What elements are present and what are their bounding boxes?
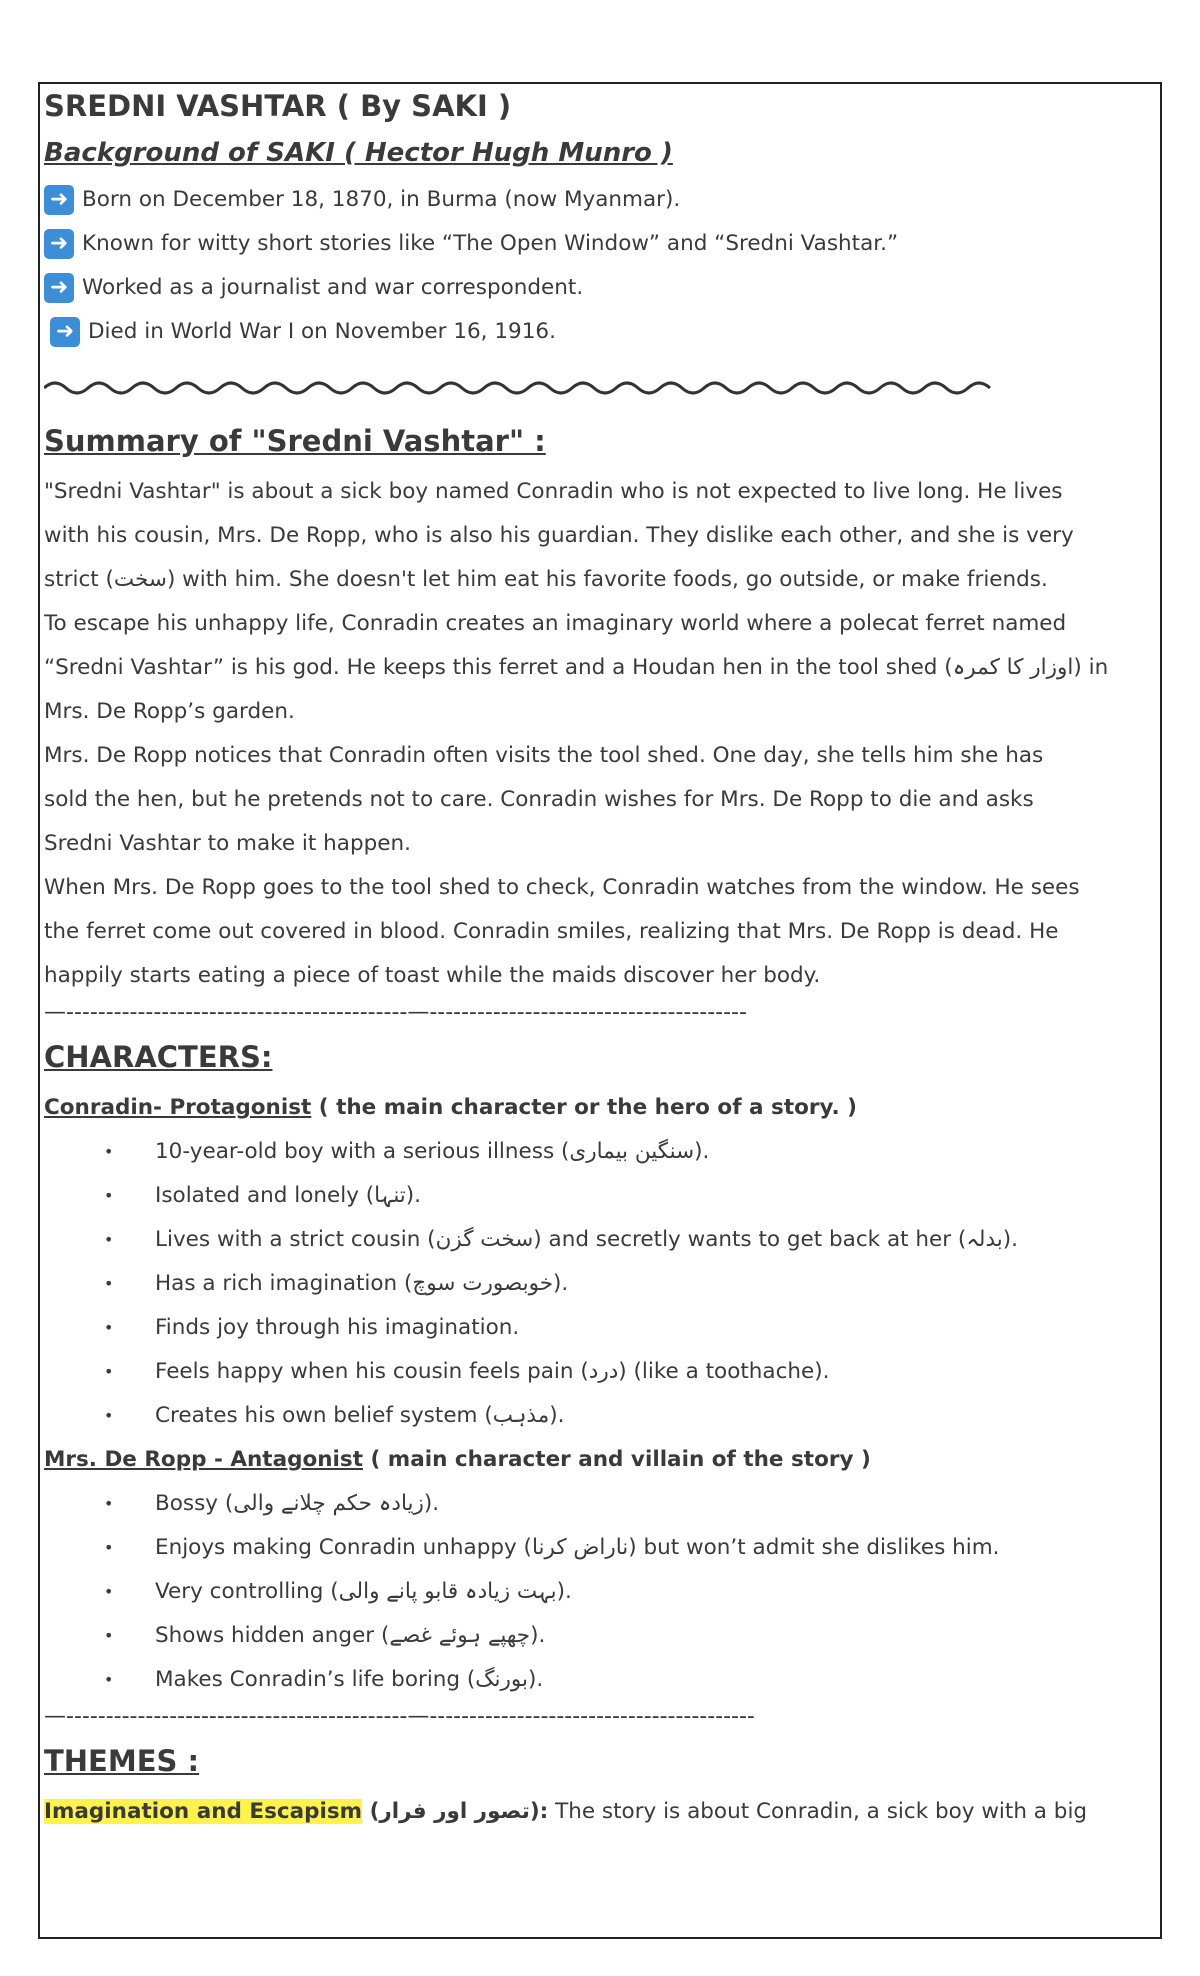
deropp-desc: ( main character and villain of the story ) [363, 1447, 871, 1472]
theme-text: The story is about Conradin, a sick boy with a big [548, 1799, 1088, 1824]
summary-line: Mrs. De Ropp notices that Conradin often visits the tool shed. One day, she tells him she has [44, 743, 1044, 768]
summary-text [44, 470, 1156, 998]
bullet-icon: • [104, 1362, 114, 1381]
right-arrow-icon: ➜ [44, 185, 74, 215]
summary-line: the ferret come out covered in blood. Conradin smiles, realizing that Mrs. De Ropp is dead. He [44, 919, 1059, 944]
bio-item: ➜ Known for witty short stories like “The Open Window” and “Sredni Vashtar.” [44, 222, 1156, 266]
list-item: • Bossy (زیادہ حکم چلانے والی). [44, 1482, 1156, 1526]
theme-label: Imagination and Escapism [44, 1799, 363, 1824]
summary-line: Sredni Vashtar to make it happen. [44, 831, 411, 856]
right-arrow-icon: ➜ [44, 229, 74, 259]
deropp-name: Mrs. De Ropp - Antagonist [44, 1447, 364, 1472]
bullet-icon: • [104, 1626, 114, 1645]
bullet-icon: • [104, 1274, 114, 1293]
wavy-divider [44, 364, 994, 404]
bullet-icon: • [104, 1494, 114, 1513]
summary-line: strict (سخت) with him. She doesn't let him eat his favorite foods, go outside, or make friends. [44, 567, 1048, 592]
list-item: • Lives with a strict cousin (سخت گزن) and secretly wants to get back at her (بدلہ). [44, 1218, 1156, 1262]
theme-imagination [44, 1790, 1156, 1834]
bio-item: ➜ Worked as a journalist and war correspondent. [44, 266, 1156, 310]
bullet-icon: • [104, 1186, 114, 1205]
right-arrow-icon: ➜ [44, 273, 74, 303]
bio-list [44, 178, 1156, 354]
summary-line: sold the hen, but he pretends not to care. Conradin wishes for Mrs. De Ropp to die and asks [44, 787, 1034, 812]
conradin-desc: ( the main character or the hero of a story. ) [311, 1095, 857, 1120]
summary-line: To escape his unhappy life, Conradin creates an imaginary world where a polecat ferret named [44, 611, 1067, 636]
list-item: • 10-year-old boy with a serious illness (سنگین بیماری). [44, 1130, 1156, 1174]
summary-line: "Sredni Vashtar" is about a sick boy named Conradin who is not expected to live long. He lives [44, 479, 1063, 504]
summary-line: with his cousin, Mrs. De Ropp, who is also his guardian. They dislike each other, and she is very [44, 523, 1074, 548]
bullet-icon: • [104, 1538, 114, 1557]
list-item: • Feels happy when his cousin feels pain (درد) (like a toothache). [44, 1350, 1156, 1394]
conradin-name: Conradin- Protagonist [44, 1095, 312, 1120]
list-item: • Makes Conradin’s life boring (بورنگ). [44, 1658, 1156, 1702]
list-item: • Enjoys making Conradin unhappy (ناراض کرنا) but won’t admit she dislikes him. [44, 1526, 1156, 1570]
theme-urdu: (تصور اور فرار): [362, 1799, 549, 1824]
summary-line: “Sredni Vashtar” is his god. He keeps this ferret and a Houdan hen in the tool shed (اوزار کا کمرہ) in [44, 655, 1109, 680]
bio-item: ➜ Born on December 18, 1870, in Burma (now Myanmar). [44, 178, 1156, 222]
bio-item: ➜ Died in World War I on November 16, 1916. [44, 310, 1156, 354]
right-arrow-icon: ➜ [50, 317, 80, 347]
characters-heading: CHARACTERS: [44, 1040, 273, 1074]
bullet-icon: • [104, 1670, 114, 1689]
dashed-divider: —-------------------------------------------—---------------------------------------- [44, 1000, 747, 1025]
bullet-icon: • [104, 1582, 114, 1601]
conradin-heading [44, 1086, 1156, 1130]
themes-heading: THEMES : [44, 1744, 200, 1778]
deropp-heading [44, 1438, 1156, 1482]
page-title: SREDNI VASHTAR ( By SAKI ) [44, 89, 512, 123]
bullet-icon: • [104, 1142, 114, 1161]
summary-line: Mrs. De Ropp’s garden. [44, 699, 295, 724]
list-item: • Very controlling (بہت زیادہ قابو پانے والی). [44, 1570, 1156, 1614]
bullet-icon: • [104, 1230, 114, 1249]
list-item: • Finds joy through his imagination. [44, 1306, 1156, 1350]
summary-heading: Summary of "Sredni Vashtar" : [44, 424, 546, 458]
background-heading: Background of SAKI ( Hector Hugh Munro ) [44, 138, 673, 168]
list-item: • Shows hidden anger (چھپے ہوئے غصے). [44, 1614, 1156, 1658]
bullet-icon: • [104, 1406, 114, 1425]
list-item: • Isolated and lonely (تنہا). [44, 1174, 1156, 1218]
dashed-divider: —-------------------------------------------—----------------------------------------- [44, 1704, 755, 1729]
deropp-traits [44, 1482, 1156, 1702]
summary-line: When Mrs. De Ropp goes to the tool shed to check, Conradin watches from the window. He sees [44, 875, 1080, 900]
summary-line: happily starts eating a piece of toast while the maids discover her body. [44, 963, 821, 988]
document-content [44, 84, 1156, 1834]
list-item: • Creates his own belief system (مذہب). [44, 1394, 1156, 1438]
conradin-traits [44, 1130, 1156, 1438]
list-item: • Has a rich imagination (خوبصورت سوچ). [44, 1262, 1156, 1306]
bullet-icon: • [104, 1318, 114, 1337]
